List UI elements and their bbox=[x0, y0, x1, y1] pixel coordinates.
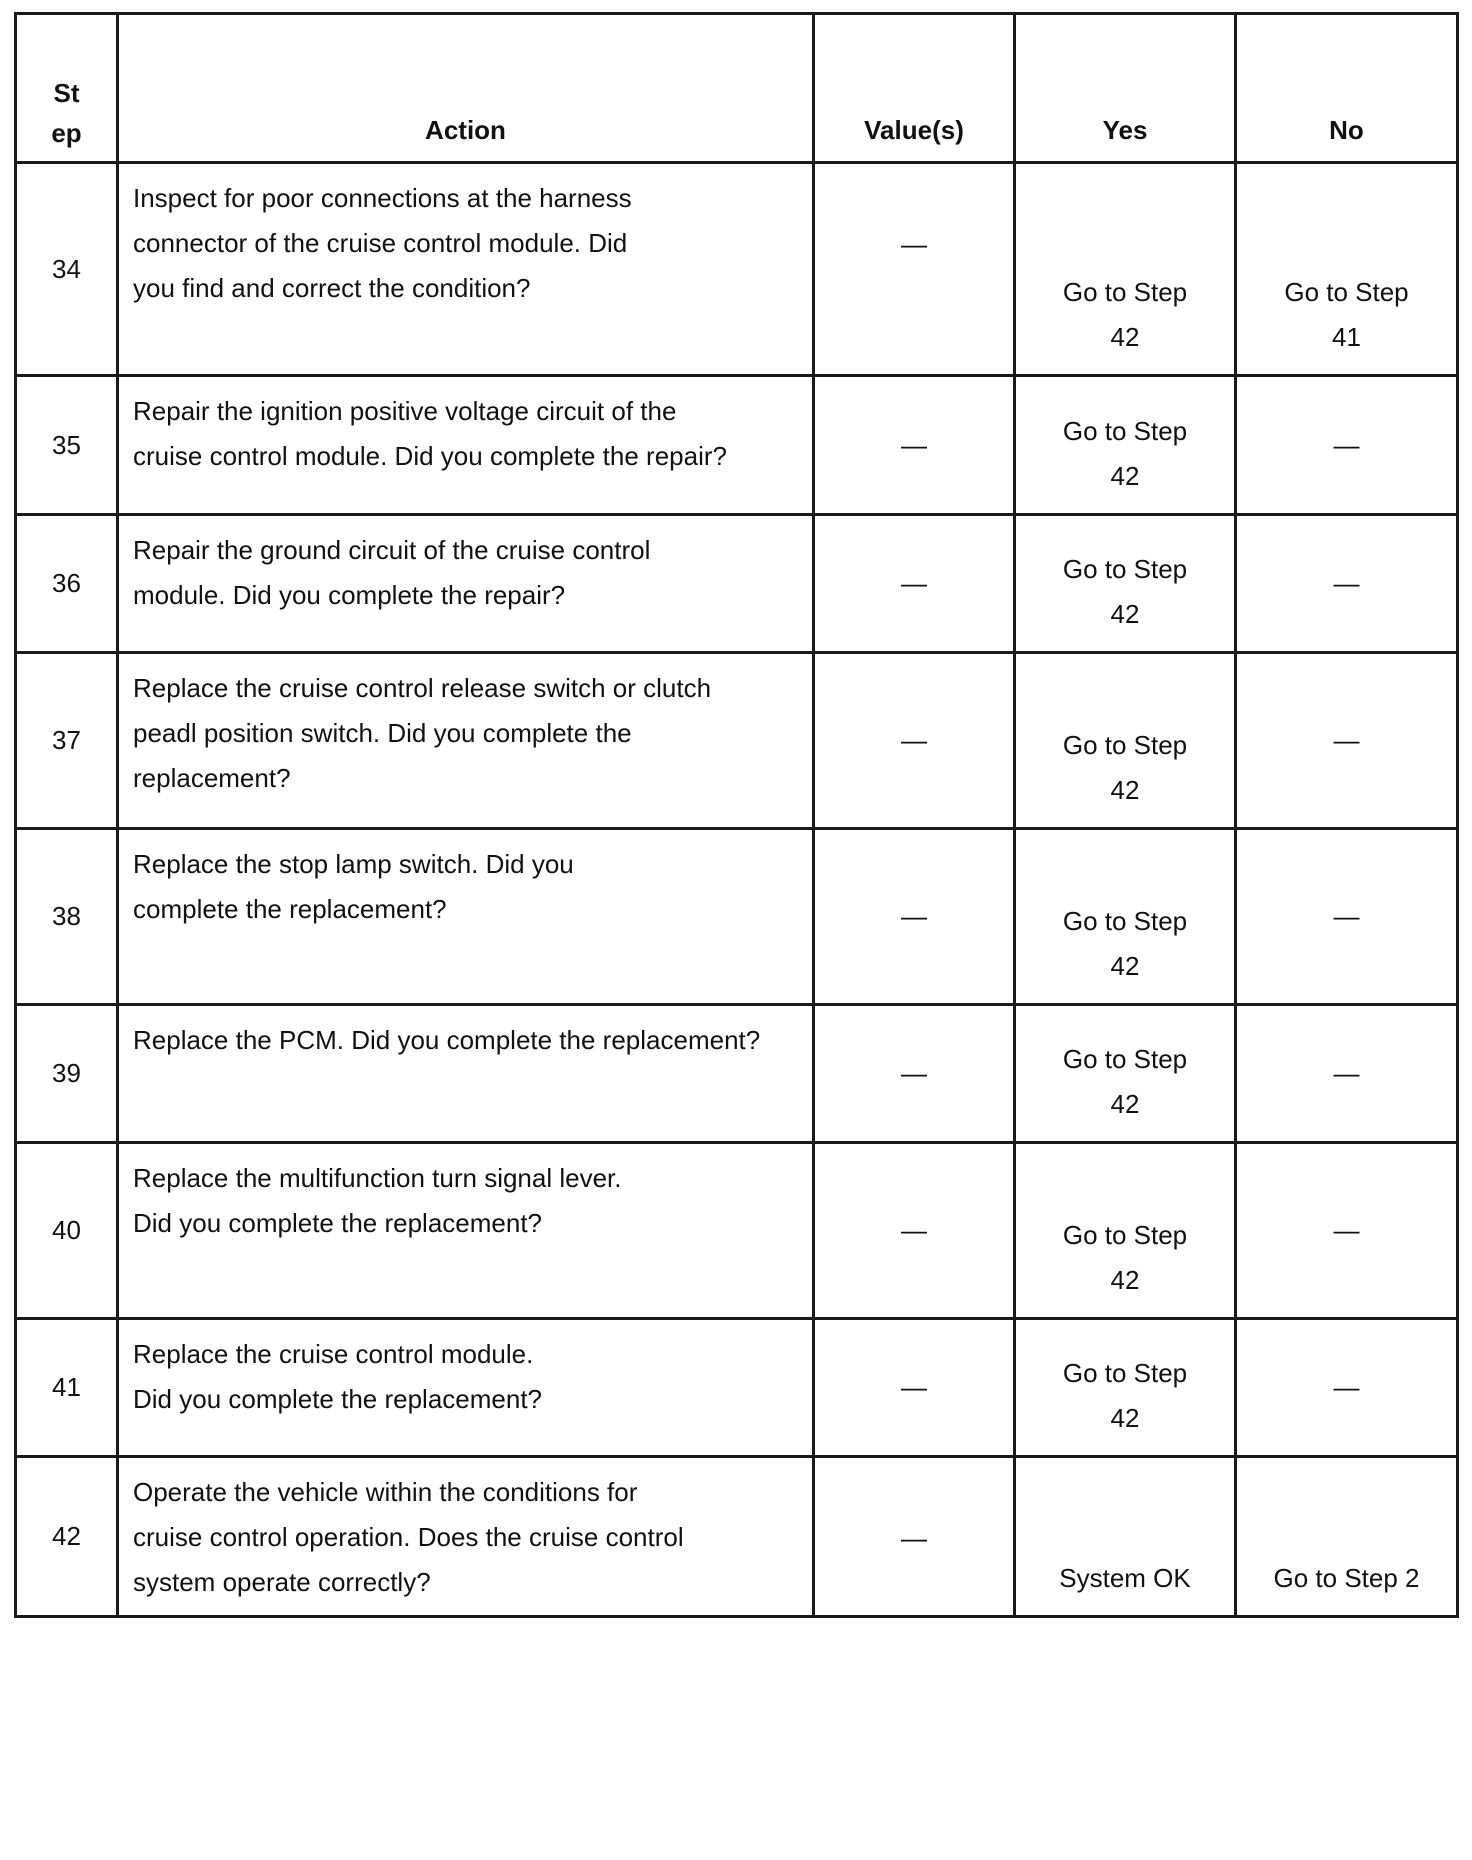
yes-cell bbox=[1015, 829, 1236, 1005]
header-step-bottom: ep bbox=[51, 118, 82, 148]
action-line: module. Did you complete the repair? bbox=[133, 580, 566, 610]
step-number: 38 bbox=[16, 829, 118, 1005]
table-row bbox=[16, 1457, 1458, 1617]
yes-step: 42 bbox=[1110, 951, 1140, 981]
table-row bbox=[16, 163, 1458, 376]
action-text bbox=[118, 1319, 814, 1457]
action-line: Inspect for poor connections at the harness bbox=[133, 183, 632, 213]
table-row bbox=[16, 829, 1458, 1005]
header-action: Action bbox=[118, 14, 814, 163]
step-number: 40 bbox=[16, 1143, 118, 1319]
header-step bbox=[16, 14, 118, 163]
value-cell: — bbox=[814, 1457, 1015, 1617]
yes-step: 42 bbox=[1110, 1403, 1140, 1433]
action-line: Repair the ground circuit of the cruise control bbox=[133, 535, 651, 565]
action-line: you find and correct the condition? bbox=[133, 273, 531, 303]
table-row bbox=[16, 653, 1458, 829]
action-text bbox=[118, 376, 814, 515]
no-label: Go to Step bbox=[1284, 277, 1409, 307]
action-text bbox=[118, 1457, 814, 1617]
yes-cell bbox=[1015, 163, 1236, 376]
yes-step: 42 bbox=[1110, 1265, 1140, 1295]
no-cell: — bbox=[1236, 829, 1458, 1005]
yes-label: Go to Step bbox=[1062, 730, 1188, 760]
yes-label: Go to Step bbox=[1062, 554, 1188, 584]
action-line: Replace the cruise control module. bbox=[133, 1339, 534, 1369]
yes-label: Go to Step bbox=[1062, 1044, 1188, 1074]
no-cell bbox=[1236, 1457, 1458, 1617]
yes-step: 42 bbox=[1110, 599, 1140, 629]
action-line: Did you complete the replacement? bbox=[133, 1208, 543, 1238]
no-cell: — bbox=[1236, 1319, 1458, 1457]
step-number: 34 bbox=[16, 163, 118, 376]
value-cell: — bbox=[814, 653, 1015, 829]
yes-label: Go to Step bbox=[1062, 1358, 1188, 1388]
action-text bbox=[118, 515, 814, 653]
yes-cell bbox=[1015, 653, 1236, 829]
yes-cell bbox=[1015, 1143, 1236, 1319]
header-row bbox=[16, 14, 1458, 163]
action-line: Did you complete the replacement? bbox=[133, 1384, 543, 1414]
step-number: 39 bbox=[16, 1005, 118, 1143]
action-text bbox=[118, 653, 814, 829]
action-line: connector of the cruise control module. Did bbox=[133, 228, 628, 258]
action-text bbox=[118, 163, 814, 376]
step-number: 36 bbox=[16, 515, 118, 653]
table-row bbox=[16, 376, 1458, 515]
yes-label: Go to Step bbox=[1062, 416, 1188, 446]
action-line: Replace the stop lamp switch. Did you bbox=[133, 849, 574, 879]
yes-cell bbox=[1015, 1005, 1236, 1143]
value-cell: — bbox=[814, 829, 1015, 1005]
yes-label: Go to Step bbox=[1062, 277, 1188, 307]
value-cell: — bbox=[814, 515, 1015, 653]
value-cell: — bbox=[814, 1005, 1015, 1143]
action-line: cruise control operation. Does the cruise control bbox=[133, 1522, 684, 1552]
no-cell: — bbox=[1236, 376, 1458, 515]
value-cell: — bbox=[814, 376, 1015, 515]
action-line: Replace the multifunction turn signal lever. bbox=[133, 1163, 622, 1193]
no-cell: — bbox=[1236, 515, 1458, 653]
action-line: Replace the PCM. Did you complete the replacement? bbox=[133, 1025, 761, 1055]
header-step-top: St bbox=[53, 78, 80, 108]
step-number: 42 bbox=[16, 1457, 118, 1617]
action-line: peadl position switch. Did you complete the bbox=[133, 718, 632, 748]
table-row bbox=[16, 1143, 1458, 1319]
action-line: cruise control module. Did you complete the repair? bbox=[133, 441, 727, 471]
yes-label: Go to Step bbox=[1062, 1220, 1188, 1250]
value-cell: — bbox=[814, 1143, 1015, 1319]
action-text bbox=[118, 1005, 814, 1143]
action-text bbox=[118, 829, 814, 1005]
header-no: No bbox=[1236, 14, 1458, 163]
no-cell: — bbox=[1236, 653, 1458, 829]
yes-label: Go to Step bbox=[1062, 906, 1188, 936]
action-line: Operate the vehicle within the conditions for bbox=[133, 1477, 638, 1507]
table-row bbox=[16, 515, 1458, 653]
value-cell: — bbox=[814, 163, 1015, 376]
diagnostic-table bbox=[14, 12, 1459, 1618]
yes-step: 42 bbox=[1110, 322, 1140, 352]
no-step: 41 bbox=[1332, 322, 1361, 352]
yes-cell bbox=[1015, 1319, 1236, 1457]
yes-cell bbox=[1015, 376, 1236, 515]
yes-step: 42 bbox=[1110, 775, 1140, 805]
table-row bbox=[16, 1005, 1458, 1143]
action-line: replacement? bbox=[133, 763, 291, 793]
yes-cell bbox=[1015, 1457, 1236, 1617]
action-text bbox=[118, 1143, 814, 1319]
header-yes: Yes bbox=[1015, 14, 1236, 163]
table-row bbox=[16, 1319, 1458, 1457]
no-cell bbox=[1236, 163, 1458, 376]
yes-step: 42 bbox=[1110, 461, 1140, 491]
yes-cell bbox=[1015, 515, 1236, 653]
no-cell: — bbox=[1236, 1143, 1458, 1319]
action-line: Repair the ignition positive voltage circuit of the bbox=[133, 396, 677, 426]
step-number: 41 bbox=[16, 1319, 118, 1457]
yes-step: 42 bbox=[1110, 1089, 1140, 1119]
no-cell: — bbox=[1236, 1005, 1458, 1143]
action-line: complete the replacement? bbox=[133, 894, 447, 924]
header-values: Value(s) bbox=[814, 14, 1015, 163]
yes-label: System OK bbox=[1059, 1563, 1191, 1593]
step-number: 37 bbox=[16, 653, 118, 829]
step-number: 35 bbox=[16, 376, 118, 515]
action-line: Replace the cruise control release switch or clutch bbox=[133, 673, 712, 703]
no-label: Go to Step 2 bbox=[1273, 1563, 1420, 1593]
action-line: system operate correctly? bbox=[133, 1567, 431, 1597]
value-cell: — bbox=[814, 1319, 1015, 1457]
